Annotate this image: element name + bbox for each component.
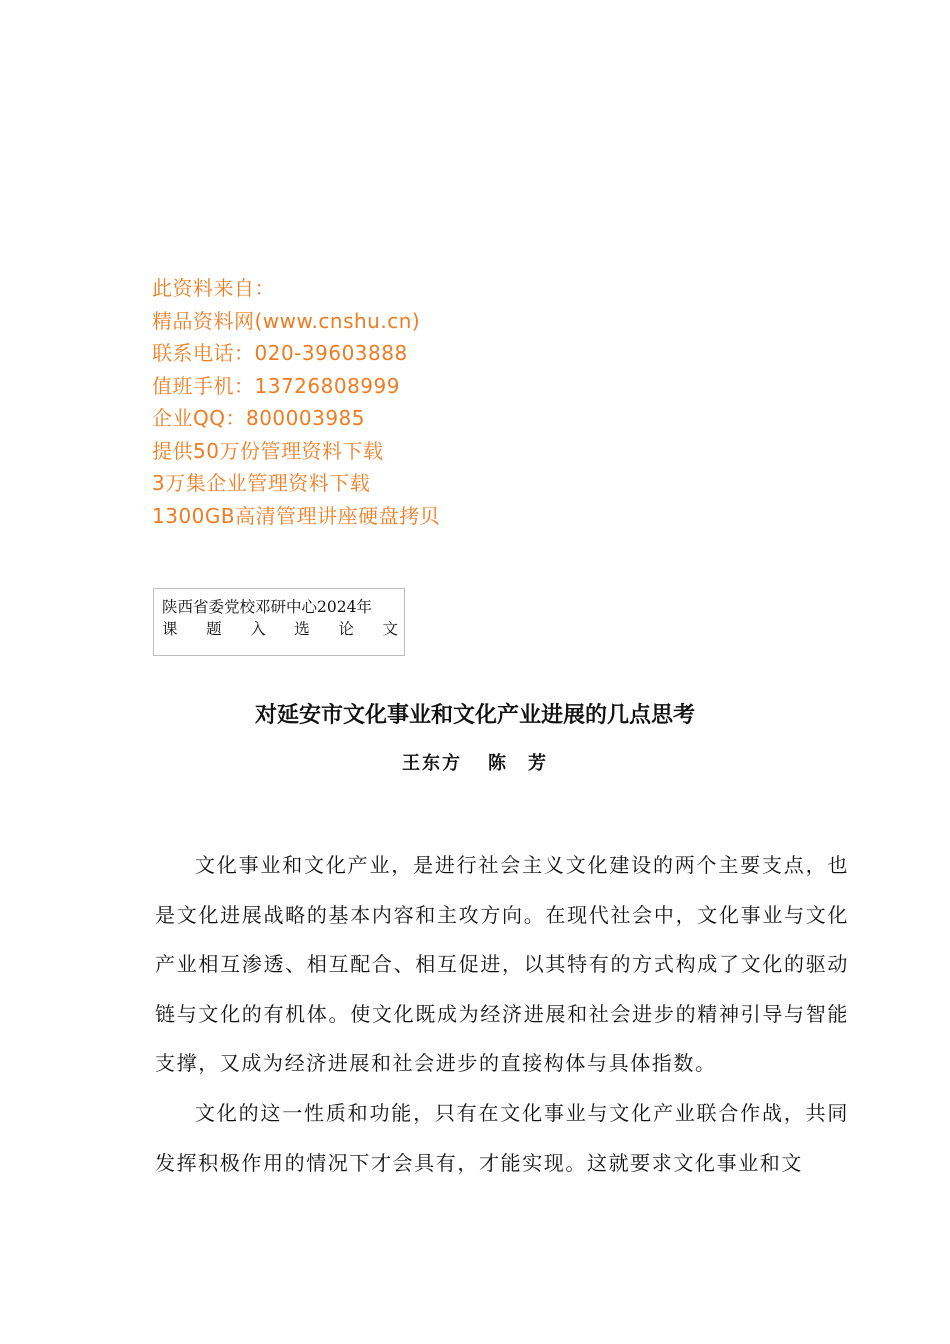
topic-note-char: 选 [294,620,310,638]
topic-note-char: 入 [250,620,266,638]
topic-note-char: 课 [162,620,178,638]
body-paragraph: 文化事业和文化产业，是进行社会主义文化建设的两个主要支点，也是文化进展战略的基本内容和主攻方向。在现代社会中，文化事业与文化产业相互渗透、相互配合、相互促进，以其特有的方式构成了文化的驱动链与文化的有机体。使文化既成为经济进展和社会进步的精神引导与智能支撑，又成为经济进展和社会进步的直接构体与具体指数。 [155,853,849,1076]
author-name: 王东方 [402,753,462,774]
topic-note-char: 题 [206,620,222,638]
topic-note-line2 [162,618,398,640]
promo-line: 1300GB高清管理讲座硬盘拷贝 [152,503,441,528]
article-title: 对延安市文化事业和文化产业进展的几点思考 [254,703,695,728]
topic-note-line1: 陕西省委党校邓研中心2024年 [162,598,372,616]
promo-line: 企业QQ：800003985 [152,406,366,430]
promo-line: 值班手机：13726808999 [152,373,400,398]
topic-note-char: 论 [338,620,354,638]
body-paragraph: 文化的这一性质和功能，只有在文化事业与文化产业联合作战，共同发挥积极作用的情况下才会具有，才能实现。这就要求文化事业和文 [155,1100,849,1175]
promo-line: 提供50万份管理资料下载 [152,438,384,463]
promo-line: 此资料来自： [152,276,275,300]
topic-note-char: 文 [382,620,398,638]
promo-line: 联系电话：020-39603888 [152,341,408,365]
article-body [155,841,849,1188]
promo-line: 3万集企业管理资料下载 [152,471,371,495]
source-info-block [152,272,572,532]
article-authors [150,750,800,778]
topic-note-box [153,588,405,656]
promo-line: 精品资料网(www.cnshu.cn) [152,308,421,333]
author-name: 陈 芳 [488,753,548,774]
